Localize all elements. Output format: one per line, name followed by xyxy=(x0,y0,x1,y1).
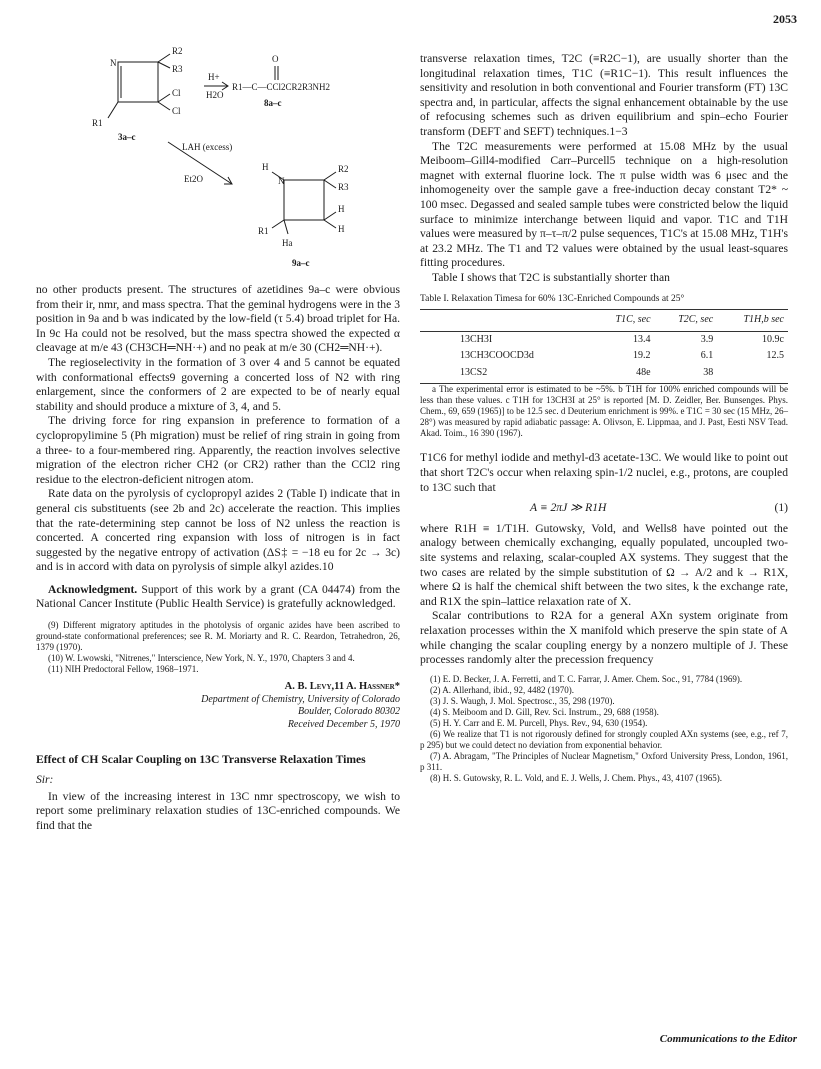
scheme-compound-8: 8a–c xyxy=(264,98,282,108)
table-row xyxy=(420,365,788,384)
left-footnotes xyxy=(36,620,400,675)
reference-item: (8) H. S. Gutowsky, R. L. Vold, and E. J. Wells, J. Chem. Phys., 43, 4107 (1965). xyxy=(430,772,722,783)
body-paragraph: Scalar contributions to R2A for a general AXn system originate from relaxation processes within the X manifold which preserve the spin state of A while changing the scalar coupling energy by a nonzero multiple of J. These processes randomly alter the precession frequency xyxy=(420,609,788,667)
scheme-acid-reagent: H+ xyxy=(208,72,220,82)
author-block xyxy=(36,681,400,731)
table-cell: 12.5 xyxy=(766,350,784,362)
author-names: A. B. Levy,11 A. Hassner* xyxy=(284,681,400,693)
page-number: 2053 xyxy=(773,12,797,26)
body-paragraph: where R1H ≡ 1/T1H. Gutowsky, Vold, and Wells8 have pointed out the analogy between chemically exchanging, equally populated, uncoupled two-site systems and relaxing, scalar-coupled AX systems. They suggest that the two cases are related by the simple substitution of Ω → A/2 and k → R1X, where Ω is half the chemical shift between the two sites, k the exchange rate, and R1X the spin–lattice relaxation rate of X. xyxy=(420,521,788,608)
table-header: T1H,b sec xyxy=(717,310,788,332)
table-cell: 13CH3COOCD3d xyxy=(460,350,534,362)
table-cell: 13.4 xyxy=(633,333,651,345)
salutation: Sir: xyxy=(36,773,54,787)
scheme-n-label-2: N xyxy=(278,176,285,186)
acknowledgment-label: Acknowledgment. xyxy=(48,582,138,596)
equation-expression: A ≡ 2πJ ≫ R1H xyxy=(530,501,607,515)
reference-item: (4) S. Meiboom and D. Gill, Rev. Sci. Instrum., 29, 688 (1958). xyxy=(430,706,659,717)
body-paragraph: The T2C measurements were performed at 15.08 MHz by the usual Meiboom–Gill4-modified Carr–Purcell5 technique on a high-resolution magnet with external fluorine lock. The π pulse width was 6 μsec and the inhomogeneity over the sample gave a free-induction decay constant T2* ~ 100 msec. Degassed and sealed sample tubes were constricted below the liquid surface to minimize interchange between liquid and vapor. T1C and T1H values were measured by π–τ–π/2 pulse sequences, T1C's at 15.08 MHz, T1H's at 23.2 MHz. The T1 and T2 values were obtained by the usual least-squares fitting procedures. xyxy=(420,139,788,270)
table-cell xyxy=(717,365,788,384)
table-cell: 48e xyxy=(592,365,655,384)
body-paragraph: T1C6 for methyl iodide and methyl-d3 acetate-13C. We would like to point out that short T2C's occur when relaxing spin-1/2 nuclei, e.g., protons, are coupled to 13C such that xyxy=(420,451,788,494)
scheme-h-label-2: H xyxy=(338,204,345,214)
scheme-compound-3: 3a–c xyxy=(118,132,136,142)
footnote: (9) Different migratory aptitudes in the photolysis of organic azides have been ascribed to ground-state conformational preferences; see R. M. Moriarty and R. C. Reardon, Tetrahedron, 26, 1379 (1970). xyxy=(36,620,400,653)
scheme-r1-label-2: R1 xyxy=(258,226,269,236)
acknowledgment-text: Support of this work by a grant (CA 04474) from the National Cancer Institute (Public Health Service) is gratefully acknowledged. xyxy=(36,582,400,611)
table-header xyxy=(420,310,592,332)
scheme-r3-label-2: R3 xyxy=(338,182,349,192)
footnote: (11) NIH Predoctoral Fellow, 1968–1971. xyxy=(48,664,199,675)
intro-paragraph: In view of the increasing interest in 13C nmr spectroscopy, we wish to report some preliminary relaxation studies of 13C-enriched compounds. We find that the xyxy=(36,789,400,832)
right-column xyxy=(420,52,788,784)
affiliation-line: Boulder, Colorado 80302 xyxy=(298,706,400,718)
scheme-ketone-formula: R1—C—CCl2CR2R3NH2 xyxy=(232,82,331,92)
body-paragraph: Rate data on the pyrolysis of cyclopropyl azides 2 (Table I) indicate that in general cis substituents (see 2b and 2c) accelerate the reaction. This implies that the rate-determining step cannot be loss of N2 unless the reaction is concerted. A concerted ring expansion with loss of nitrogen is in fact suggested by the negative entropy of activation (ΔS‡ = −18 eu for 2c → 3c) and is in accord with data on pyrolysis of simple alkyl azides.10 xyxy=(36,487,400,574)
scheme-cl-label-2: Cl xyxy=(172,106,181,116)
body-paragraph: no other products present. The structures of azetidines 9a–c were obvious from their ir, nmr, and mass spectra. That the geminal hydrogens were in the 3 position in 9a and b was indicated by the low-field (τ 5.4) broad triplet for Ha. In 9c Ha could not be resolved, but the mass spectra showed the expected α cleavage at m/e 43 (CH3CH═NH·+) and no peak at m/e 30 (CH2═NH·+). xyxy=(36,283,400,355)
footnote: (10) W. Lwowski, "Nitrenes," Interscience, New York, N. Y., 1970, Chapters 3 and 4. xyxy=(48,653,355,664)
body-paragraph: Table I shows that T2C is substantially shorter than xyxy=(432,270,670,284)
table-row xyxy=(420,348,788,365)
scheme-oxygen-label: O xyxy=(272,54,279,64)
scheme-r1-label: R1 xyxy=(92,118,103,128)
table-cell: 13CS2 xyxy=(420,365,592,384)
body-paragraph: transverse relaxation times, T2C (≡R2C−1), are usually shorter than the longitudinal relaxation times, T1C (≡R1C−1). This result influences the sensitivity and resolution in both conventional and Fourier transform (FT) 13C spectra and, in particular, affects the signal enhancement obtainable by the use of refocusing schemes such as driven equilibrium and spin–echo Fourier transform (DEFT and SEFT) techniques.1−3 xyxy=(420,52,788,138)
scheme-r3-label: R3 xyxy=(172,64,183,74)
scheme-cl-label: Cl xyxy=(172,88,181,98)
reference-item: (7) A. Abragam, "The Principles of Nuclear Magnetism," Oxford University Press, London, 1961, p 311. xyxy=(420,750,788,772)
journal-section-footer: Communications to the Editor xyxy=(659,1033,797,1045)
scheme-compound-9: 9a–c xyxy=(292,258,310,268)
reference-item: (1) E. D. Becker, J. A. Ferretti, and T. C. Farrar, J. Amer. Chem. Soc., 91, 7784 (1969). xyxy=(430,673,743,684)
reference-item: (5) H. Y. Carr and E. M. Purcell, Phys. Rev., 94, 630 (1954). xyxy=(430,717,648,728)
article-title: Effect of CH Scalar Coupling on 13C Transverse Relaxation Times xyxy=(36,753,366,767)
reference-item: (2) A. Allerhand, ibid., 92, 4482 (1970). xyxy=(430,684,574,695)
scheme-r2-label-2: R2 xyxy=(338,164,349,174)
scheme-water-reagent: H2O xyxy=(206,90,224,100)
equation-number: (1) xyxy=(774,501,788,515)
left-column xyxy=(36,283,400,833)
reaction-scheme xyxy=(36,22,400,280)
received-date: Received December 5, 1970 xyxy=(287,718,400,730)
table-cell: 19.2 xyxy=(633,350,651,362)
table-header: T2C, sec xyxy=(655,310,718,332)
reference-item: (6) We realize that T1 is not rigorously defined for strongly coupled AXn systems (see, e.g., ref 7, p 295) but we could detect no deviation from exponential behavior. xyxy=(420,728,788,750)
body-paragraph: The driving force for ring expansion in preference to formation of a cyclopropylimine 5 (Ph migration) must be relief of ring strain in going from a three- to a four-membered ring. Apparently, the reaction involves selective migration of the electron richer CH2 (or CR2) rather than the CCl2 ring residue to the electron-deficient nitrogen atom. xyxy=(36,414,400,486)
table-header: T1C, sec xyxy=(592,310,655,332)
scheme-r2-label: R2 xyxy=(172,46,183,56)
table-cell: 10.9c xyxy=(762,333,784,345)
affiliation-line: Department of Chemistry, University of Colorado xyxy=(201,693,400,705)
table-title: Table I. Relaxation Timesa for 60% 13C-Enriched Compounds at 25° xyxy=(420,293,685,304)
scheme-h-label-3: H xyxy=(338,224,345,234)
reference-list xyxy=(420,674,788,784)
body-paragraph: The regioselectivity in the formation of 3 over 4 and 5 cannot be equated with conformational effects9 governing a concerted loss of N2 with ring enlargement, since the conformers of 2 are expected to be of nearly equal stability and should produce a mixture of 3, 4, and 5. xyxy=(36,355,400,413)
table-cell: 38 xyxy=(655,365,718,384)
scheme-n-label: N xyxy=(110,58,117,68)
scheme-ether-solvent: Et2O xyxy=(184,174,203,184)
table-cell: 13CH3I xyxy=(460,333,493,345)
table-cell: 3.9 xyxy=(700,333,714,345)
relaxation-table xyxy=(420,309,788,384)
scheme-h-label: H xyxy=(262,162,269,172)
reference-item: (3) J. S. Waugh, J. Mol. Spectrosc., 35, 298 (1970). xyxy=(430,695,615,706)
table-notes: a The experimental error is estimated to be ~5%. b T1H for 100% enriched compounds will be less than these values. c T1H for 13CH3I at 25° is reported [M. D. Zeidler, Ber. Bunsenges. Phys. Chem., 69, 659 (1965)] to be 12.5 sec. d Deuterium enrichment is 99%. e T1C = 30 sec (15 MHz, 26–28°) was measured by rapid adiabatic passage: A. Olivson, E. Lippmaa, and J. Past, Eesti NSV Tead. Akad. Toim., 16 390 (1967). xyxy=(420,384,788,439)
reaction-scheme-drawing xyxy=(36,22,400,280)
equation-1 xyxy=(420,501,788,516)
table-cell: 6.1 xyxy=(700,350,714,362)
table-row xyxy=(420,331,788,348)
table-header-row xyxy=(420,310,788,332)
scheme-ha-label: Ha xyxy=(282,238,293,248)
scheme-lah-reagent: LAH (excess) xyxy=(182,142,233,152)
acknowledgment xyxy=(36,583,400,612)
